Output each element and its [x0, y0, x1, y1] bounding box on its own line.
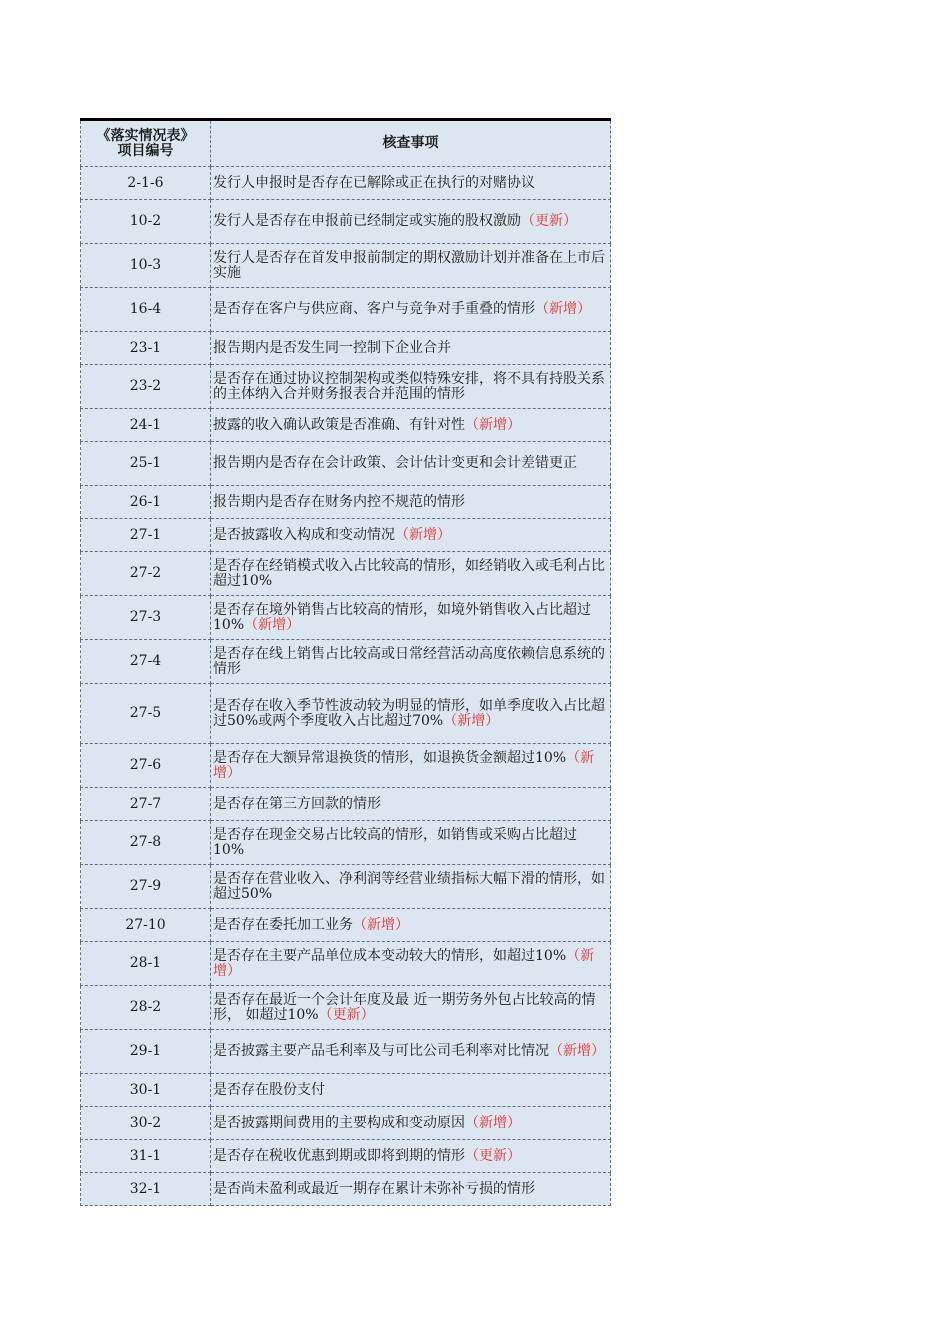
table-row	[81, 442, 611, 486]
item-text: 是否存在通过协议控制架构或类似特殊安排，将不具有持股关系的主体纳入合并财务报表合并范围的情形	[213, 370, 605, 402]
status-note: （新增）	[465, 416, 521, 433]
item-text: 发行人是否存在首发申报前制定的期权激励计划并准备在上市后实施	[213, 249, 605, 281]
item-text: 是否存在股份支付	[213, 1081, 325, 1098]
table-row	[81, 244, 611, 288]
item-description	[211, 519, 611, 552]
status-note: （新增）	[465, 1114, 521, 1131]
item-code: 27-2	[81, 552, 211, 596]
item-description	[211, 1140, 611, 1173]
item-text: 披露的收入确认政策是否准确、有针对性	[213, 416, 465, 433]
item-text: 是否尚未盈利或最近一期存在累计未弥补亏损的情形	[213, 1180, 535, 1197]
status-note: （更新）	[465, 1147, 521, 1164]
item-code: 23-1	[81, 332, 211, 365]
table-row	[81, 409, 611, 442]
header-row	[81, 120, 611, 167]
item-text: 是否存在经销模式收入占比较高的情形，如经销收入或毛利占比超过10%	[213, 557, 605, 589]
item-text: 是否存在营业收入、净利润等经营业绩指标大幅下滑的情形，如超过50%	[213, 870, 605, 902]
item-text: 是否存在委托加工业务	[213, 916, 353, 933]
header-check-item: 核查事项	[211, 120, 611, 167]
status-note: （新增）	[213, 947, 595, 979]
header-item-number-line2: 项目编号	[117, 142, 174, 159]
table-row	[81, 909, 611, 942]
item-description	[211, 442, 611, 486]
status-note: （更新）	[318, 1006, 375, 1023]
table-row	[81, 744, 611, 788]
item-code: 28-2	[81, 986, 211, 1030]
table-row	[81, 821, 611, 865]
item-description	[211, 1107, 611, 1140]
item-code: 27-1	[81, 519, 211, 552]
item-description	[211, 1074, 611, 1107]
item-code: 27-6	[81, 744, 211, 788]
item-description	[211, 1030, 611, 1074]
item-description	[211, 744, 611, 788]
header-item-number	[81, 120, 211, 167]
inspection-items-table	[80, 118, 611, 1206]
item-code: 10-2	[81, 200, 211, 244]
item-description	[211, 365, 611, 409]
item-description	[211, 821, 611, 865]
item-description	[211, 909, 611, 942]
status-note: （新增）	[213, 749, 595, 781]
item-text: 发行人申报时是否存在已解除或正在执行的对赌协议	[213, 174, 535, 191]
table-row	[81, 986, 611, 1030]
table-row	[81, 200, 611, 244]
item-description	[211, 332, 611, 365]
table-row	[81, 640, 611, 684]
table-row	[81, 365, 611, 409]
item-code: 32-1	[81, 1173, 211, 1206]
item-description	[211, 167, 611, 200]
status-note: （新增）	[549, 1043, 605, 1059]
item-text: 报告期内是否发生同一控制下企业合并	[213, 339, 451, 356]
item-description	[211, 788, 611, 821]
item-code: 27-8	[81, 821, 211, 865]
item-text: 是否存在境外销售占比较高的情形，如境外销售收入占比超过10%	[213, 601, 591, 633]
status-note: （更新）	[521, 213, 577, 229]
item-code: 25-1	[81, 442, 211, 486]
table-row	[81, 519, 611, 552]
table-row	[81, 942, 611, 986]
item-code: 27-3	[81, 596, 211, 640]
item-description	[211, 684, 611, 744]
item-code: 31-1	[81, 1140, 211, 1173]
table-row	[81, 288, 611, 332]
table-row	[81, 1173, 611, 1206]
item-text: 是否存在第三方回款的情形	[213, 795, 381, 812]
item-code: 2-1-6	[81, 167, 211, 200]
item-description	[211, 640, 611, 684]
status-note: （新增）	[535, 301, 591, 317]
table-row	[81, 552, 611, 596]
item-code: 29-1	[81, 1030, 211, 1074]
item-description	[211, 865, 611, 909]
item-description	[211, 288, 611, 332]
item-text: 是否存在线上销售占比较高或日常经营活动高度依赖信息系统的情形	[213, 645, 605, 677]
item-description	[211, 200, 611, 244]
item-text: 是否披露主要产品毛利率及与可比公司毛利率对比情况	[213, 1043, 549, 1059]
table-row	[81, 1074, 611, 1107]
item-text: 报告期内是否存在财务内控不规范的情形	[213, 493, 465, 510]
item-code: 27-9	[81, 865, 211, 909]
status-note: （新增）	[395, 526, 451, 543]
item-code: 27-5	[81, 684, 211, 744]
item-text: 是否存在现金交易占比较高的情形，如销售或采购占比超过10%	[213, 826, 577, 858]
table-row	[81, 167, 611, 200]
item-code: 30-2	[81, 1107, 211, 1140]
status-note: （新增）	[353, 916, 409, 933]
table-row	[81, 1140, 611, 1173]
item-text: 是否存在客户与供应商、客户与竞争对手重叠的情形	[213, 301, 535, 317]
item-description	[211, 596, 611, 640]
table-row	[81, 332, 611, 365]
item-text: 是否存在最近一个会计年度及最 近一期劳务外包占比较高的情形， 如超过10%	[213, 991, 596, 1023]
table-row	[81, 1030, 611, 1074]
table-row	[81, 865, 611, 909]
item-description	[211, 942, 611, 986]
item-description	[211, 986, 611, 1030]
table-row	[81, 684, 611, 744]
table-row	[81, 486, 611, 519]
item-code: 23-2	[81, 365, 211, 409]
item-code: 28-1	[81, 942, 211, 986]
item-text: 是否存在大额异常退换货的情形，如退换货金额超过10%	[213, 749, 567, 766]
table-row	[81, 1107, 611, 1140]
item-code: 10-3	[81, 244, 211, 288]
table-row	[81, 596, 611, 640]
item-description	[211, 1173, 611, 1206]
item-text: 发行人是否存在申报前已经制定或实施的股权激励	[213, 213, 521, 229]
item-code: 27-4	[81, 640, 211, 684]
item-description	[211, 486, 611, 519]
item-code: 30-1	[81, 1074, 211, 1107]
item-text: 报告期内是否存在会计政策、会计估计变更和会计差错更正	[213, 455, 577, 471]
item-code: 16-4	[81, 288, 211, 332]
item-code: 27-10	[81, 909, 211, 942]
item-code: 24-1	[81, 409, 211, 442]
status-note: （新增）	[244, 616, 301, 633]
item-text: 是否存在主要产品单位成本变动较大的情形，如超过10%	[213, 947, 567, 964]
item-text: 是否披露期间费用的主要构成和变动原因	[213, 1114, 465, 1131]
item-code: 26-1	[81, 486, 211, 519]
item-code: 27-7	[81, 788, 211, 821]
status-note: （新增）	[443, 712, 500, 729]
item-text: 是否存在税收优惠到期或即将到期的情形	[213, 1147, 465, 1164]
item-description	[211, 552, 611, 596]
table-row	[81, 788, 611, 821]
item-text: 是否披露收入构成和变动情况	[213, 526, 395, 543]
item-description	[211, 244, 611, 288]
item-text: 是否存在收入季节性波动较为明显的情形，如单季度收入占比超过50%或两个季度收入占比超过70%	[213, 697, 605, 729]
item-description	[211, 409, 611, 442]
header-item-number-line1: 《落实情况表》	[96, 127, 195, 144]
